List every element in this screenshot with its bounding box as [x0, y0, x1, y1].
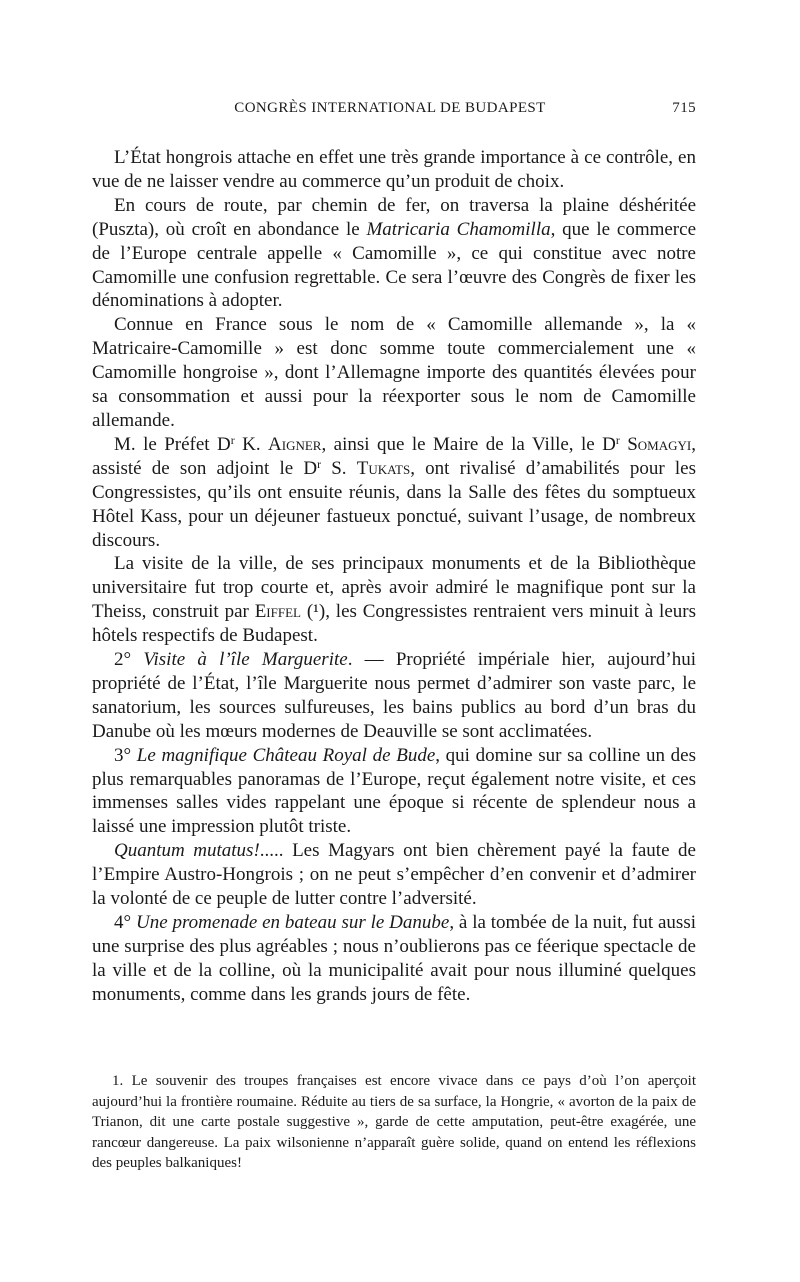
paragraph-1-text: L’État hongrois attache en effet une très grande importance à ce contrôle, en vue de ne laisser vendre au commerce qu’un produit de choix.: [92, 147, 696, 192]
paragraph-4: [92, 433, 696, 553]
paragraph-1: [92, 146, 696, 194]
paragraph-6-text: . — Propriété impériale hier, aujourd’hui propriété de l’État, l’île Marguerite nous permet d’admirer son vaste parc, le sanatorium, les sources sulfureuses, les bains publics au bord d’un bras du Danube où les mœurs modernes de Deauville se sont acclimatées.: [92, 649, 697, 742]
paragraph-2-text-b: , que le commerce de l’Europe centrale appelle « Camomille », ce qui constitue avec notre Camomille une confusion regrettable. Ce sera l’œuvre des Congrès de fixer les dénominations à adopter.: [92, 218, 696, 312]
paragraph-4-text-g: , ont rivalisé d’amabilités pour les Congressistes, qu’ils ont ensuite réunis, dans la Salle des fêtes du somptueux Hôtel Kass, pour un déjeuner fastueux ponctué, suivant l’usage, de nombreux discours.: [92, 457, 696, 551]
doctor-abbrev-1: r: [230, 434, 235, 447]
doctor-abbrev-3: r: [317, 457, 322, 471]
footnote-1-text: 1. Le souvenir des troupes françaises est encore vivace dans ce pays d’où l’on aperçoit aujourd’hui la frontière roumaine. Réduite au tiers de sa surface, la Hongrie, « avorton de la paix de Trianon, dit une carte postale suggestive », garde de cette amputation, peut-être exagérée, une rancœur dangereuse. La paix wilsonienne n’apparaît guère solide, quand on entend les réflexions des peuples balkaniques!: [92, 1073, 696, 1172]
paragraph-8: [92, 839, 696, 911]
paragraph-5-text-a: La visite de la ville, de ses principaux monuments et de la Bibliothèque universitaire fut trop courte et, après avoir admiré le magnifique pont sur la Theiss, construit par: [92, 553, 696, 623]
page-number: 715: [672, 100, 696, 116]
paragraph-7-heading: Le magnifique Château Royal de Bude: [136, 744, 436, 766]
running-title: CONGRÈS INTERNATIONAL DE BUDAPEST: [234, 100, 546, 116]
footnote-1: [92, 1071, 696, 1174]
paragraph-3-text: Connue en France sous le nom de « Camomille allemande », la « Matricaire-Camomille » est donc somme toute commercialement une « Camomille hongroise », dont l’Allemagne importe des quantités élevées pour sa consommation et aussi pour la réexporter sous le nom de Camomille allemande.: [92, 314, 696, 431]
paragraph-3: [92, 313, 696, 433]
paragraph-7: [92, 744, 696, 840]
paragraph-4-text-e: , assisté de son adjoint le D: [92, 433, 696, 479]
person-name-aigner: Aigner: [268, 433, 322, 455]
paragraph-2-species-name: Matricaria Chamomilla: [366, 218, 551, 240]
paragraph-8-latin-phrase: Quantum mutatus!: [114, 840, 260, 862]
paragraph-9-heading: Une promenade en bateau sur le Danube: [135, 912, 450, 933]
paragraph-7-number: 3°: [114, 744, 132, 766]
paragraph-6: [92, 648, 696, 744]
paragraph-4-text-a: M. le Préfet D: [114, 433, 231, 455]
person-name-tukats: Tukats: [356, 457, 411, 479]
paragraph-4-text-c: , ainsi que le Maire de la Ville, le D: [321, 433, 616, 455]
paragraph-5: [92, 552, 696, 648]
footnote: [92, 1071, 696, 1174]
paragraph-6-number: 2°: [114, 649, 132, 671]
paragraph-2: [92, 194, 696, 314]
paragraph-9: [92, 911, 696, 1007]
paragraph-9-number: 4°: [114, 912, 132, 933]
person-name-eiffel: Eiffel: [254, 601, 301, 623]
paragraph-9-text: , à la tombée de la nuit, fut aussi une surprise des plus agréables ; nous n’oublierons pas ce féerique spectacle de la ville et de la colline, où la municipalité avait pour nous illuminé quelques monuments, comme dans les grands jours de fête.: [92, 912, 696, 1005]
paragraph-5-text-b: , les Congressistes rentraient vers minuit à leurs hôtels respectifs de Budapest.: [92, 601, 696, 647]
running-header: [84, 100, 696, 126]
paragraph-4-text-b: K.: [234, 433, 269, 455]
paragraph-6-heading: Visite à l’île Marguerite: [143, 649, 348, 671]
body-text: [92, 146, 696, 1007]
paragraph-8-text: ..... Les Magyars ont bien chèrement payé la faute de l’Empire Austro-Hongrois ; on ne peut s’empêcher d’en convenir et d’admirer la volonté de ce peuple de lutter contre l’adversité.: [92, 840, 696, 910]
paragraph-2-text-a: En cours de route, par chemin de fer, on traversa la plaine déshéritée (Puszta), où croît en abondance le: [92, 194, 696, 240]
paragraph-4-text-f: S.: [321, 457, 357, 479]
footnote-reference: (¹): [300, 601, 326, 623]
person-name-somagyi: Somagyi: [627, 433, 692, 455]
doctor-abbrev-2: r: [615, 434, 620, 447]
paragraph-7-text: , qui domine sur sa colline un des plus remarquables panoramas de l’Europe, reçut également notre visite, et ces immenses salles vides rappelant une époque si récente de splendeur nous a laissé une impression plutôt triste.: [92, 744, 696, 838]
